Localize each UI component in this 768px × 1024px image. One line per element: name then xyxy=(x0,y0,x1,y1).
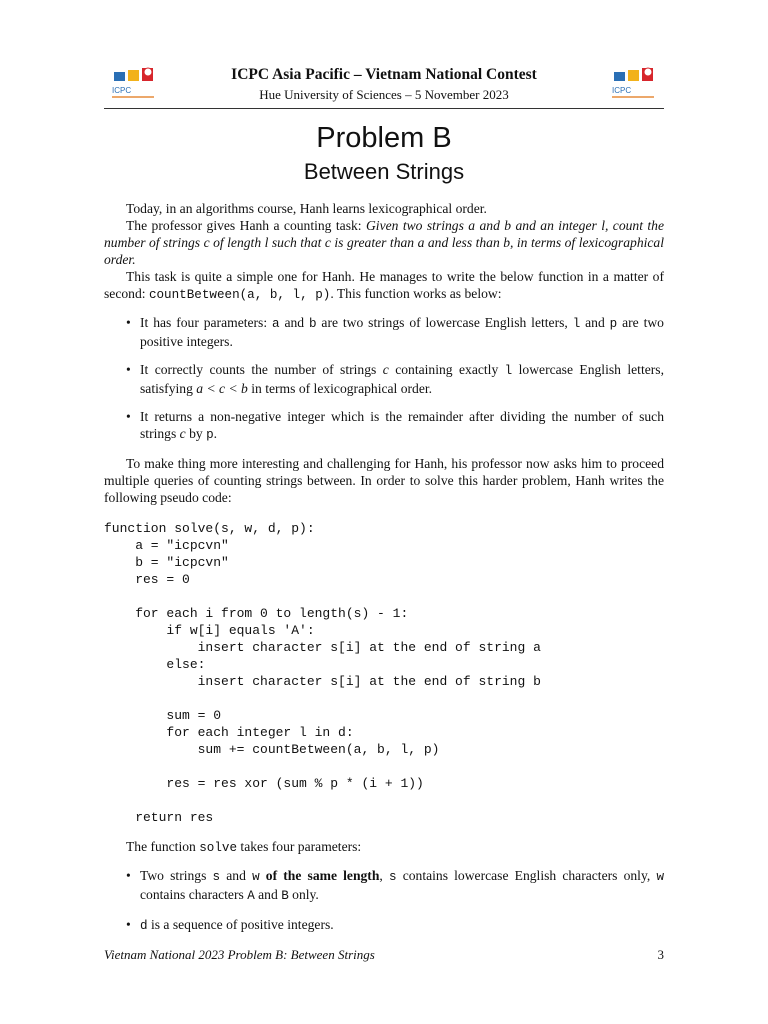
intro-paragraph-1: Today, in an algorithms course, Hanh learns lexicographical order. xyxy=(126,201,487,216)
list-item: • It has four parameters: a and b are two strings of lowercase English letters, l and p are two positive integers. xyxy=(126,315,664,349)
contest-subtitle: Hue University of Sciences – 5 November 2023 xyxy=(259,87,509,102)
svg-text:ICPC: ICPC xyxy=(112,86,132,95)
problem-name: Between Strings xyxy=(303,159,465,184)
problem-title: Problem B xyxy=(316,122,452,154)
contest-header xyxy=(104,58,664,108)
intro-paragraph-3: This task is quite a simple one for Hanh. He manages to write the below function in a matter of second: countBetween(a, b, l, p). This function works as below: xyxy=(104,269,664,302)
list-item: • Two strings s and w of the same length, s contains lowercase English characters only, w contains characters A and B only. xyxy=(126,868,664,903)
contest-title: ICPC Asia Pacific – Vietnam National Contest xyxy=(231,66,537,83)
pseudo-code-block: function solve(s, w, d, p): a = "icpcvn" b = "icpcvn" res = 0 for each i from 0 to length(s) - 1: if w[i] equals 'A': insert character s[i] at the end of string a else: insert character s[i] at the end of string b sum = 0 for each integer l in d: sum += countBetween(a, b, l, p) res = res xor (sum % p * (i + 1)) return res xyxy=(104,521,541,825)
list-item: • It returns a non-negative integer which is the remainder after dividing the number of such strings c by p. xyxy=(126,409,664,442)
paragraph-3: The function solve takes four parameters: xyxy=(126,839,362,855)
page-footer xyxy=(104,947,664,963)
intro-paragraph-2: The professor gives Hanh a counting task: Given two strings a and b and an integer l, count the number of strings c of length l such that c is greater than a and less than b, in terms of lexicographical order. xyxy=(104,218,665,267)
page-number: 3 xyxy=(657,947,664,962)
function-properties-list xyxy=(104,314,664,444)
header-rule xyxy=(104,108,664,109)
paragraph-2: To make thing more interesting and challenging for Hanh, his professor now asks him to proceed multiple queries of counting strings between. In order to solve this harder problem, Hanh writes the following pseudo code: xyxy=(104,456,664,505)
list-item: • d is a sequence of positive integers. xyxy=(126,917,334,933)
icpc-logo-right xyxy=(608,66,660,102)
footer-title: Vietnam National 2023 Problem B: Between Strings xyxy=(104,947,375,962)
svg-text:ICPC: ICPC xyxy=(612,86,632,95)
problem-statement xyxy=(104,200,664,946)
list-item: • It correctly counts the number of strings c containing exactly l lowercase English letters, satisfying a < c < b in terms of lexicographical order. xyxy=(126,362,664,396)
solve-parameters-list xyxy=(104,867,664,935)
